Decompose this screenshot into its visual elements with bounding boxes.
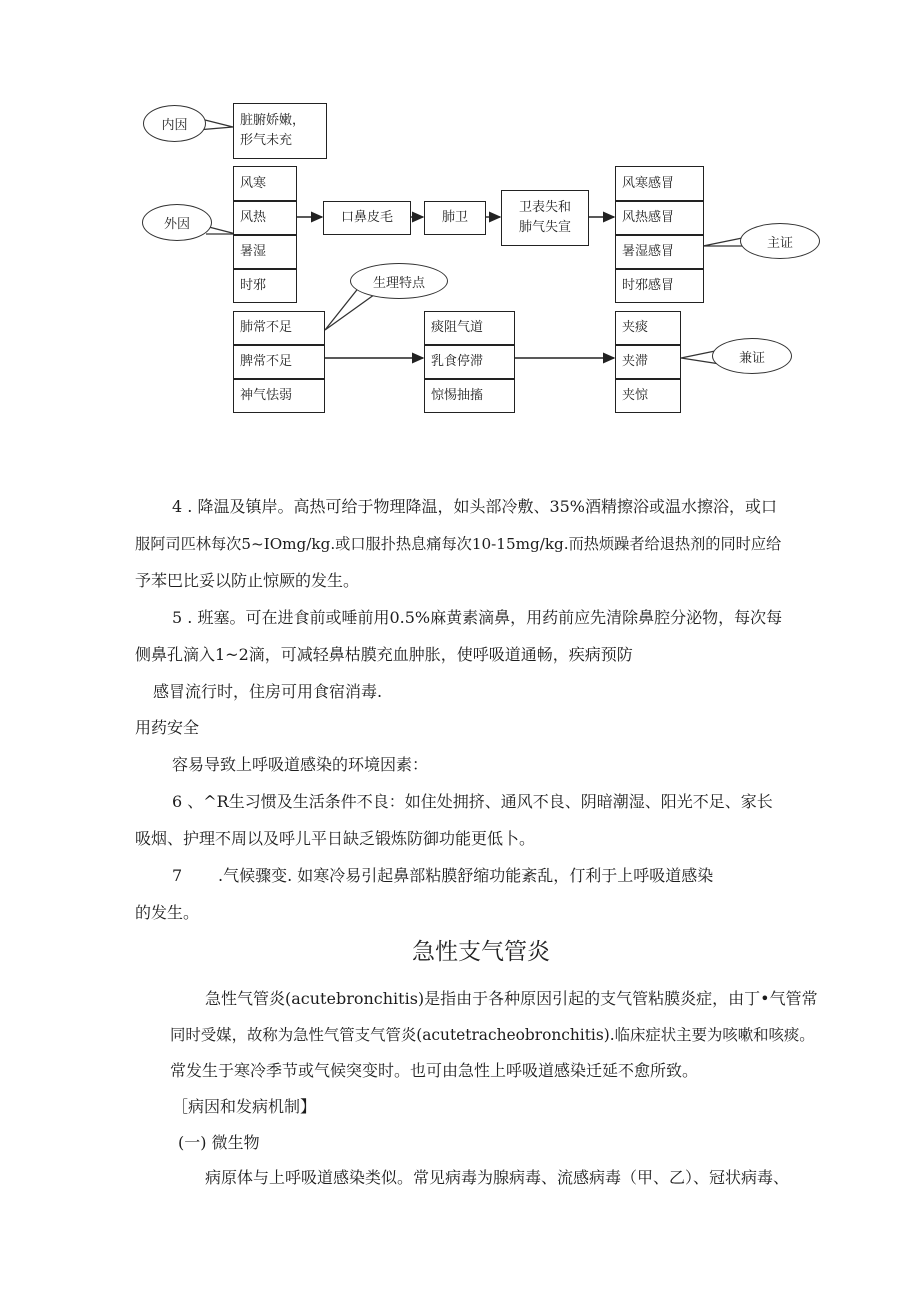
bianhua-ru: 乳食停滞 — [424, 345, 515, 379]
pathogen-line1: 病原体与上呼吸道感染类似。常见病毒为腺病毒、流感病毒（甲、乙）、冠状病毒、 — [205, 1168, 790, 1187]
tedian-fei: 肺常不足 — [233, 311, 325, 345]
jianzheng-bubble: 兼证 — [712, 338, 792, 374]
zangfu-box — [233, 103, 327, 159]
waiyin-bubble: 外因 — [142, 204, 212, 241]
zhuzheng-bubble: 主证 — [740, 223, 820, 259]
waixie-fengre: 风热 — [233, 201, 297, 235]
para4-line3: 予苯巴比妥以防止惊厥的发生。 — [135, 571, 360, 590]
jianjia-tan: 夹痰 — [615, 311, 681, 345]
zangfu-line-1: 脏腑娇嫩， — [240, 113, 306, 128]
shengli-bubble: 生理特点 — [350, 263, 448, 299]
ganmao-fenghan: 风寒感冒 — [615, 166, 704, 201]
bronchitis-line3: 常发生于寒冷季节或气候突变时。也可由急性上呼吸道感染迁延不愈所致。 — [170, 1061, 699, 1080]
microbe-subheading: (一) 微生物 — [178, 1133, 260, 1152]
para5-line1: 5 . 班塞。可在进食前或唾前用0.5%麻黄素滴鼻，用药前应先清除鼻腔分泌物，每次每 — [172, 608, 783, 627]
bianhua-tan: 痰阻气道 — [424, 311, 515, 345]
ganmao-shixie: 时邪感冒 — [615, 269, 704, 303]
neiyin-bubble: 内因 — [143, 105, 206, 142]
bianhua-jing: 惊惕抽搐 — [424, 379, 515, 413]
env-factors-intro: 容易导致上呼吸道感染的环境因素： — [172, 755, 429, 774]
bronchitis-line2: 同时受媒，故称为急性气管支气管炎(acutetracheobronchitis).临床症状主要为咳嗽和咳痰。 — [170, 1026, 815, 1044]
bronchitis-line1: 急性气管炎(acutebronchitis)是指由于各种原因引起的支气管粘膜炎症，由丁•气管常 — [205, 989, 818, 1008]
jianjia-jing: 夹惊 — [615, 379, 681, 413]
etiology-heading: ［病因和发病机制】 — [172, 1097, 317, 1116]
waixie-shixie: 时邪 — [233, 269, 297, 303]
tedian-shen: 神气怯弱 — [233, 379, 325, 413]
tedian-pi: 脾常不足 — [233, 345, 325, 379]
para6-line1: 6 、^R生习惯及生活条件不良：如住处拥挤、通风不良、阴暗潮湿、阳光不足、家长 — [172, 792, 773, 811]
weibiao-line-2: 肺气失宣 — [518, 220, 571, 235]
ganmao-shushi: 暑湿感冒 — [615, 235, 704, 269]
safety-heading: 用药安全 — [135, 718, 200, 737]
section-title: 急性支气管炎 — [412, 939, 550, 965]
weibiao-line-1: 卫表失和 — [518, 200, 571, 215]
para7-line1: .气候骤变. 如寒冷易引起鼻部粘膜舒缩功能紊乱，仃利于上呼吸道感染 — [218, 866, 714, 885]
para4-line2: 服阿司匹林每次5~IOmg∕kg.或口服扑热息痛每次10-15mg∕kg.而热烦躁者给退热剂的同时应给 — [135, 535, 782, 553]
koubi-box: 口鼻皮毛 — [323, 201, 411, 235]
zangfu-line-2: 形气未充 — [240, 133, 293, 148]
para5-line3: 感冒流行时，住房可用食宿消毒. — [153, 682, 383, 701]
waixie-fenghan: 风寒 — [233, 166, 297, 201]
waixie-shushi: 暑湿 — [233, 235, 297, 269]
ganmao-fengre: 风热感冒 — [615, 201, 704, 235]
feiwei-box: 肺卫 — [424, 201, 486, 235]
jianjia-zhi: 夹滞 — [615, 345, 681, 379]
para7-line2: 的发生。 — [135, 903, 200, 922]
para4-line1: 4 . 降温及镇岸。高热可给于物理降温，如头部冷敷、35%酒精擦浴或温水擦浴，或口 — [172, 497, 778, 516]
weibiao-box — [501, 190, 589, 246]
para6-line2: 吸烟、护理不周以及呼儿平日缺乏锻炼防御功能更低卜。 — [135, 829, 536, 848]
para7-number: 7 — [172, 866, 183, 885]
para5-line2: 侧鼻孔滴入1~2滴，可减轻鼻枯膜充血肿胀，使呼吸道通畅，疾病预防 — [135, 645, 633, 664]
